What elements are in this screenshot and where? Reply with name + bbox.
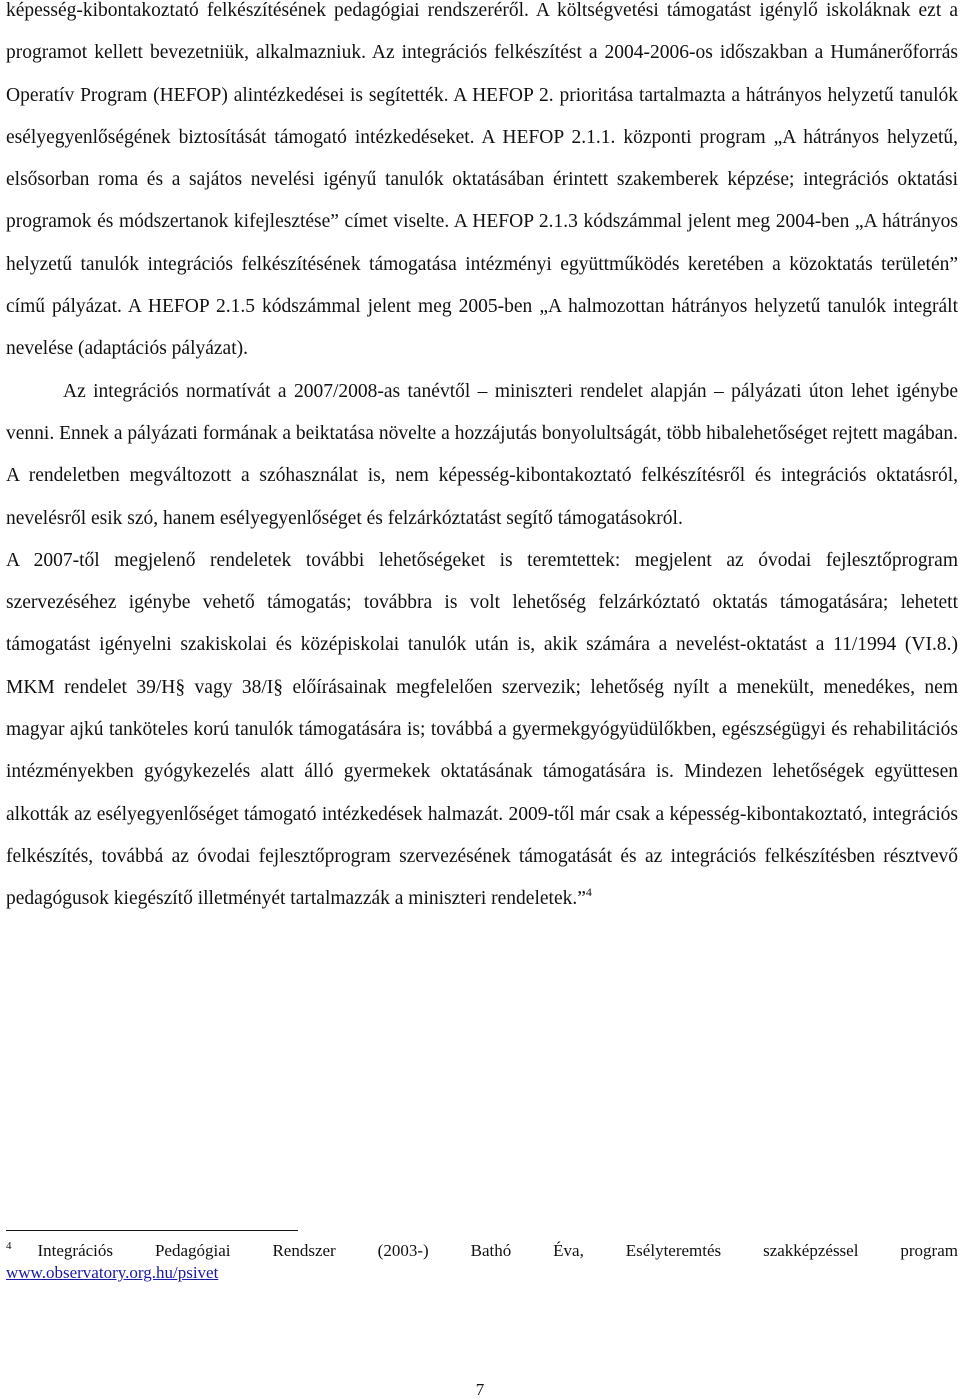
footnote [6, 1240, 958, 1284]
footnote-number: 4 [6, 1240, 12, 1252]
footnote-divider [6, 1230, 298, 1231]
paragraph-3 [6, 540, 958, 921]
paragraph-2: Az integrációs normatívát a 2007/2008-as tanévtől – miniszteri rendelet alapján – pályázati úton lehet igénybe venni. Ennek a pályázati formának a beiktatása növelte a hozzájutás bonyolultságát, több hibalehetőséget rejtett magában. A rendeletben megváltozott a szóhasználat is, nem képesség-kibontakoztató felkészítésről és integrációs oktatásról, nevelésről esik szó, hanem esélyegyenlőséget és felzárkóztatást segítő támogatásokról. [6, 380, 958, 529]
paragraph-3-text: A 2007-től megjelenő rendeletek további lehetőségeket is teremtettek: megjelent az óvodai fejlesztőprogram szervezéséhez igénybe vehető támogatás; továbbra is volt lehetőség felzárkóztató oktatás támogatására; lehetett támogatást igényelni szakiskolai és középiskolai tanulók után is, akik számára a nevelést-oktatást a 11/1994 (VI.8.) MKM rendelet 39/H§ vagy 38/I§ előírásainak megfelelően szervezik; lehetőség nyílt a menekült, menedékes, nem magyar ajkú tanköteles korú tanulók támogatására is; továbbá a gyermekgyógyüdülőkben, egészségügyi és rehabilitációs intézményekben gyógykezelés alatt álló gyermekek oktatásának támogatására is. Mindezen lehetőségek együttesen alkották az esélyegyenlőséget támogató intézkedések halmazát. 2009-től már csak a képesség-kibontakoztató, integrációs felkészítés, továbbá az óvodai fejlesztőprogram szervezésének támogatását és az integrációs felkészítésben résztvevő pedagógusok kiegészítő illetményét tartalmazzák a miniszteri rendeletek.” [6, 549, 958, 910]
footnote-link[interactable]: www.observatory.org.hu/psivet [6, 1263, 219, 1282]
paragraph-1: képesség-kibontakoztató felkészítésének pedagógiai rendszeréről. A költségvetési támogatást igénylő iskoláknak ezt a programot kellett bevezetniük, alkalmazniuk. Az integrációs felkészítést a 2004-2006-os időszakban a Humánerőforrás Operatív Program (HEFOP) alintézkedései is segítették. A HEFOP 2. prioritása tartalmazta a hátrányos helyzetű tanulók esélyegyenlőségének biztosítását támogató intézkedéseket. A HEFOP 2.1.1. központi program „A hátrányos helyzetű, elsősorban roma és a sajátos nevelési igényű tanulók oktatásában érintett szakemberek képzése; integrációs oktatási programok és módszertanok kifejlesztése” címet viselte. A HEFOP 2.1.3 kódszámmal jelent meg 2004-ben „A hátrányos helyzetű tanulók integrációs felkészítésének támogatása intézményi együttműködés keretében a közoktatás területén” című pályázat. A HEFOP 2.1.5 kódszámmal jelent meg 2005-ben „A halmozottan hátrányos helyzetű tanulók integrált nevelése (adaptációs pályázat). [6, 0, 958, 360]
page-number: 7 [475, 1380, 485, 1399]
footnote-text: Integrációs Pedagógiai Rendszer (2003-) Bathó Éva, Esélyteremtés szakképzéssel program [37, 1241, 958, 1260]
document-page [6, 0, 958, 921]
footnote-reference[interactable]: 4 [585, 885, 592, 900]
footnote-line [6, 1240, 958, 1262]
